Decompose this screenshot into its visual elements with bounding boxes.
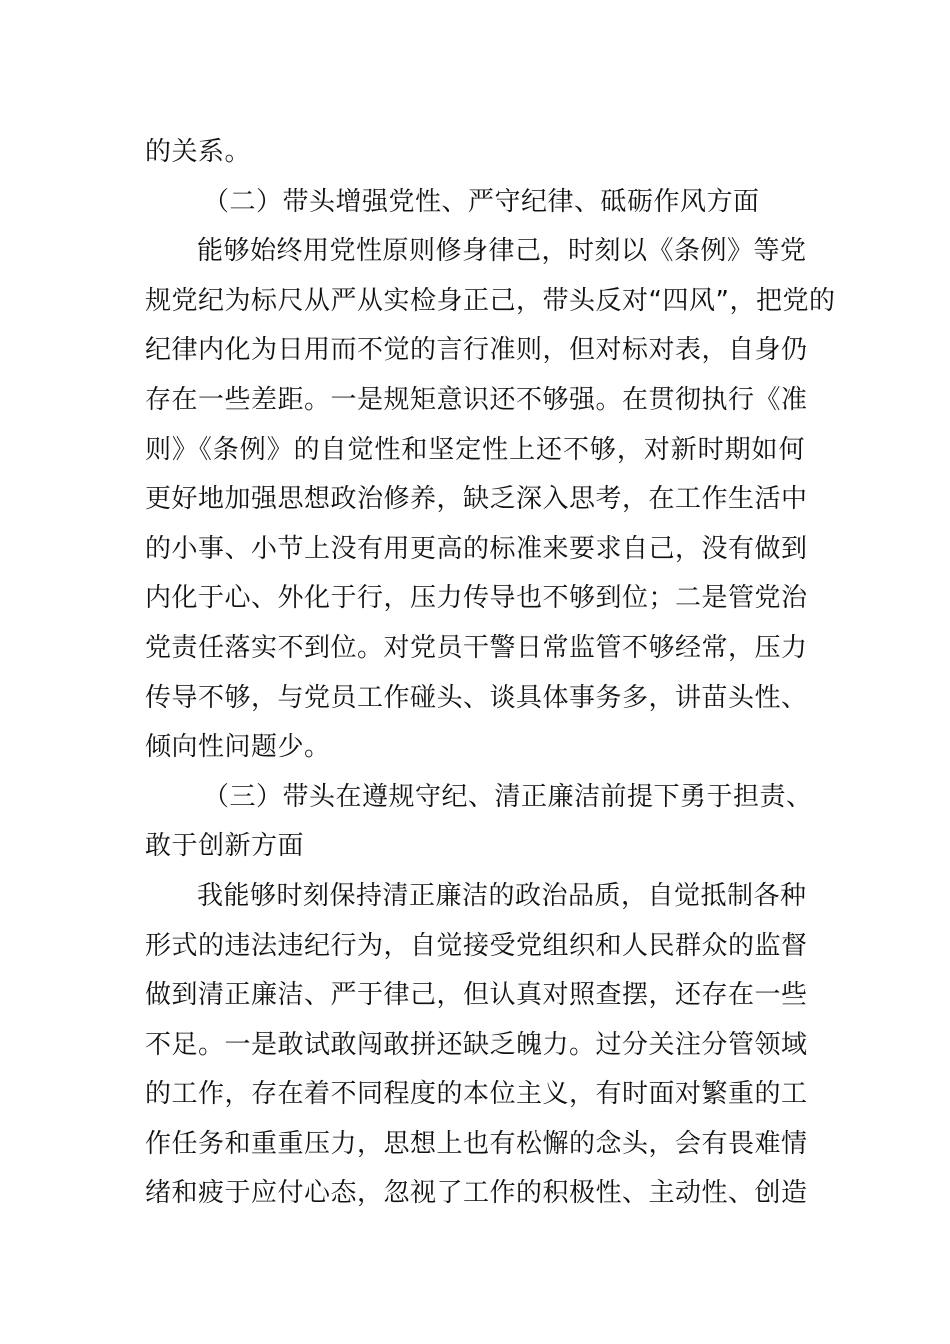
text-line: 绪和疲于应付心态，忽视了工作的积极性、主动性、创造	[145, 1178, 808, 1209]
text-line: 存在一些差距。一是规矩意识还不够强。在贯彻执行《准	[145, 384, 808, 415]
text-line: 规党纪为标尺从严从实检身正己，带头反对“四风”，把党的	[145, 285, 836, 316]
section-heading: （三）带头在遵规守纪、清正廉洁前提下勇于担责、	[203, 781, 813, 812]
section-heading-continued: 敢于创新方面	[145, 831, 305, 862]
text-line: 不足。一是敢试敢闯敢拼还缺乏魄力。过分关注分管领域	[145, 1029, 808, 1060]
section-heading: （二）带头增强党性、严守纪律、砥砺作风方面	[203, 186, 760, 217]
text-line: 的小事、小节上没有用更高的标准来要求自己，没有做到	[145, 533, 808, 564]
text-line: 更好地加强思想政治修养，缺乏深入思考，在工作生活中	[145, 484, 808, 515]
text-line: 作任务和重重压力，思想上也有松懈的念头，会有畏难情	[145, 1128, 808, 1159]
text-line: 纪律内化为日用而不觉的言行准则，但对标对表，自身仍	[145, 335, 808, 366]
text-line: 内化于心、外化于行，压力传导也不够到位；二是管党治	[145, 583, 808, 614]
document-body	[145, 128, 836, 1219]
text-line: 传导不够，与党员工作碰头、谈具体事务多，讲苗头性、	[145, 682, 808, 713]
text-line: 的关系。	[145, 137, 252, 167]
text-line: 则》《条例》的自觉性和坚定性上还不够，对新时期如何	[145, 434, 805, 465]
text-line: 做到清正廉洁、严于律己，但认真对照查摆，还存在一些	[145, 980, 808, 1011]
text-line: 形式的违法违纪行为，自觉接受党组织和人民群众的监督	[145, 930, 808, 961]
paragraph-first-line: 能够始终用党性原则修身律己，时刻以《条例》等党	[197, 236, 807, 267]
text-line: 党责任落实不到位。对党员干警日常监管不够经常，压力	[145, 632, 808, 663]
text-line: 倾向性问题少。	[145, 732, 331, 763]
paragraph-first-line: 我能够时刻保持清正廉洁的政治品质，自觉抵制各种	[197, 880, 807, 911]
text-line: 的工作，存在着不同程度的本位主义，有时面对繁重的工	[145, 1079, 808, 1110]
